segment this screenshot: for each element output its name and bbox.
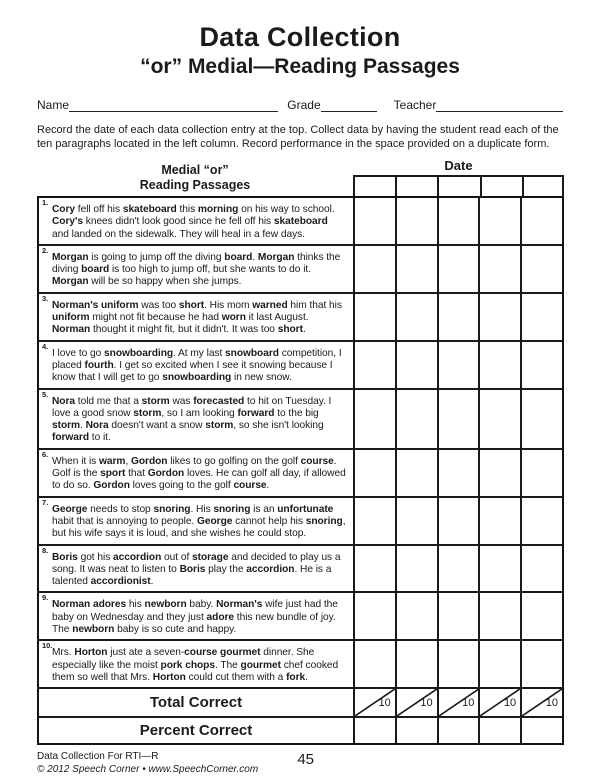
data-entry-cell <box>437 390 479 448</box>
page-subtitle: “or” Medial—Reading Passages <box>140 55 460 78</box>
passage-cell <box>39 593 353 639</box>
passage-column-header-line2: Reading Passages <box>139 178 251 192</box>
data-entry-cell <box>520 342 562 388</box>
data-entry-cell <box>478 498 520 544</box>
data-entry-cell <box>395 390 437 448</box>
passage-number: 8. <box>42 545 49 555</box>
score-denominator: 10 <box>503 696 517 709</box>
page-footer <box>37 751 563 776</box>
score-cell <box>520 689 562 716</box>
passage-row <box>39 244 562 292</box>
passage-text: Nora told me that a storm was forecasted to hit on Tuesday. I love a good snow storm, so I am looking forward to the big storm. Nora doesn't want a snow storm, so she isn't looking forward to it. <box>52 395 332 444</box>
data-entry-cell <box>478 342 520 388</box>
passage-row <box>39 340 562 388</box>
date-header-label: Date <box>444 158 473 173</box>
page-title: Data Collection <box>199 22 401 52</box>
passage-cell <box>39 198 353 244</box>
data-entry-cell <box>478 294 520 340</box>
total-correct-label: Total Correct <box>149 694 243 712</box>
data-entry-cell <box>520 593 562 639</box>
percent-entry-cell <box>478 718 520 743</box>
passage-row <box>39 496 562 544</box>
data-entry-cell <box>395 498 437 544</box>
percent-entry-cell <box>520 718 562 743</box>
passage-row <box>39 198 562 244</box>
instructions-text: Record the date of each data collection entry at the top. Collect data by having the student read each of the ten paragraphs located in the left column. Record performance in the space provided on a duplicate form. <box>37 124 559 150</box>
data-entry-cell <box>353 342 395 388</box>
date-header-cell <box>395 175 437 196</box>
passage-cell <box>39 498 353 544</box>
percent-correct-label: Percent Correct <box>139 722 253 740</box>
data-entry-cell <box>437 450 479 496</box>
passage-number: 3. <box>42 293 49 303</box>
footer-copyright: © 2012 Speech Corner • www.SpeechCorner.com <box>37 763 259 775</box>
passage-cell <box>39 546 353 592</box>
teacher-blank-line <box>436 97 563 112</box>
data-entry-cell <box>395 198 437 244</box>
passage-cell <box>39 294 353 340</box>
passage-number: 2. <box>42 245 49 255</box>
passage-text: Boris got his accordion out of storage and decided to play us a song. It was neat to listen to Boris play the accordion. He is a talented accordionist. <box>52 551 341 588</box>
data-entry-cell <box>520 246 562 292</box>
score-denominator: 10 <box>545 696 558 709</box>
data-collection-table <box>37 196 564 745</box>
score-denominator: 10 <box>378 696 391 709</box>
name-label: Name <box>37 98 70 112</box>
passage-cell <box>39 342 353 388</box>
name-blank-line <box>69 97 278 112</box>
data-entry-cell <box>478 246 520 292</box>
percent-correct-row <box>39 716 562 743</box>
data-entry-cell <box>520 641 562 687</box>
data-entry-cell <box>478 198 520 244</box>
data-entry-cell <box>478 450 520 496</box>
passage-row <box>39 292 562 340</box>
data-entry-cell <box>437 593 479 639</box>
passage-row <box>39 448 562 496</box>
data-entry-cell <box>437 498 479 544</box>
data-entry-cell <box>395 593 437 639</box>
grade-label: Grade <box>287 98 321 112</box>
passage-text: Cory fell off his skateboard this morning on his way to school. Cory's knees didn't look good since he fell off his skateboard and landed on the sidewalk. They will heal in a few days. <box>52 204 335 240</box>
passage-row <box>39 388 562 448</box>
data-entry-cell <box>437 546 479 592</box>
data-entry-cell <box>353 246 395 292</box>
data-entry-cell <box>520 294 562 340</box>
score-cell <box>395 689 437 716</box>
data-entry-cell <box>520 450 562 496</box>
passage-row <box>39 639 562 687</box>
score-denominator: 10 <box>462 696 475 709</box>
data-entry-cell <box>520 546 562 592</box>
grade-blank-line <box>321 97 377 112</box>
score-cell <box>478 689 520 716</box>
passage-cell <box>39 450 353 496</box>
page-number: 45 <box>297 751 315 769</box>
data-entry-cell <box>478 593 520 639</box>
percent-entry-cell <box>437 718 479 743</box>
passage-number: 10. <box>42 641 53 651</box>
passage-cell <box>39 641 353 687</box>
data-entry-cell <box>395 246 437 292</box>
passage-rows <box>39 198 562 687</box>
data-entry-cell <box>395 546 437 592</box>
data-entry-cell <box>437 641 479 687</box>
data-entry-cell <box>520 390 562 448</box>
percent-entry-cell <box>353 718 395 743</box>
date-header-cell <box>353 175 395 196</box>
data-entry-cell <box>437 294 479 340</box>
date-header-cell <box>437 175 479 196</box>
score-cell <box>353 689 395 716</box>
date-header-cell <box>522 175 564 196</box>
data-entry-cell <box>478 390 520 448</box>
footer-series-title: Data Collection For RTI—R <box>37 751 159 763</box>
data-entry-cell <box>395 450 437 496</box>
data-entry-cell <box>520 498 562 544</box>
data-entry-cell <box>520 198 562 244</box>
data-entry-cell <box>478 641 520 687</box>
date-header-cell <box>480 175 522 196</box>
data-entry-cell <box>353 390 395 448</box>
passage-number: 5. <box>42 389 49 399</box>
data-entry-cell <box>353 593 395 639</box>
data-entry-cell <box>353 450 395 496</box>
passage-text: Norman adores his newborn baby. Norman's wife just had the baby on Wednesday and they just adore this new bundle of joy. The newborn baby is so cute and happy. <box>52 599 338 636</box>
passage-number: 4. <box>42 341 49 351</box>
percent-entry-cell <box>395 718 437 743</box>
data-entry-cell <box>353 546 395 592</box>
table-header <box>37 158 564 196</box>
passage-text: Morgan is going to jump off the diving board. Morgan thinks the diving board is too high to jump off, but she wants to do it. Morgan will be so happy when she jumps. <box>52 251 341 288</box>
data-entry-cell <box>353 641 395 687</box>
passage-row <box>39 544 562 592</box>
passage-row <box>39 591 562 639</box>
data-entry-cell <box>437 246 479 292</box>
total-correct-row <box>39 687 562 716</box>
passage-cell <box>39 246 353 292</box>
passage-number: 1. <box>42 198 49 207</box>
score-cell <box>437 689 479 716</box>
data-entry-cell <box>395 294 437 340</box>
data-entry-cell <box>395 641 437 687</box>
data-entry-cell <box>353 294 395 340</box>
passage-text: I love to go snowboarding. At my last snowboard competition, I placed fourth. I get so excited when I see it snowing because I know that I will get to go snowboarding in new snow. <box>52 347 342 384</box>
passage-text: Norman's uniform was too short. His mom warned him that his uniform might not fit because he had worn it last August. Norman thought it might fit, but it didn't. It was too short. <box>52 299 342 336</box>
data-entry-cell <box>353 498 395 544</box>
teacher-label: Teacher <box>393 98 437 112</box>
passage-number: 6. <box>42 449 49 459</box>
data-entry-cell <box>437 198 479 244</box>
data-entry-cell <box>478 546 520 592</box>
data-entry-cell <box>437 342 479 388</box>
data-entry-cell <box>353 198 395 244</box>
passage-text: Mrs. Horton just ate a seven-course gourmet dinner. She especially like the moist pork chops. The gourmet chef cooked them so well that Mrs. Horton could cut them with a fork. <box>52 647 339 683</box>
passage-column-header <box>37 158 353 196</box>
student-info-row <box>37 96 563 112</box>
passage-cell <box>39 390 353 448</box>
score-denominator: 10 <box>420 696 433 709</box>
data-entry-cell <box>395 342 437 388</box>
passage-text: When it is warm, Gordon likes to go golfing on the golf course. Golf is the sport that Gordon loves. He can golf all day, if allowed to do so. Gordon loves going to the golf course. <box>52 455 346 492</box>
passage-column-header-line1: Medial “or” <box>161 163 229 177</box>
passage-number: 9. <box>42 593 49 603</box>
passage-text: George needs to stop snoring. His snoring is an unfortunate habit that is annoying to people. George cannot help his snoring, but his wife says it is loud, and she wishes he could stop. <box>52 503 346 540</box>
passage-number: 7. <box>42 497 49 507</box>
